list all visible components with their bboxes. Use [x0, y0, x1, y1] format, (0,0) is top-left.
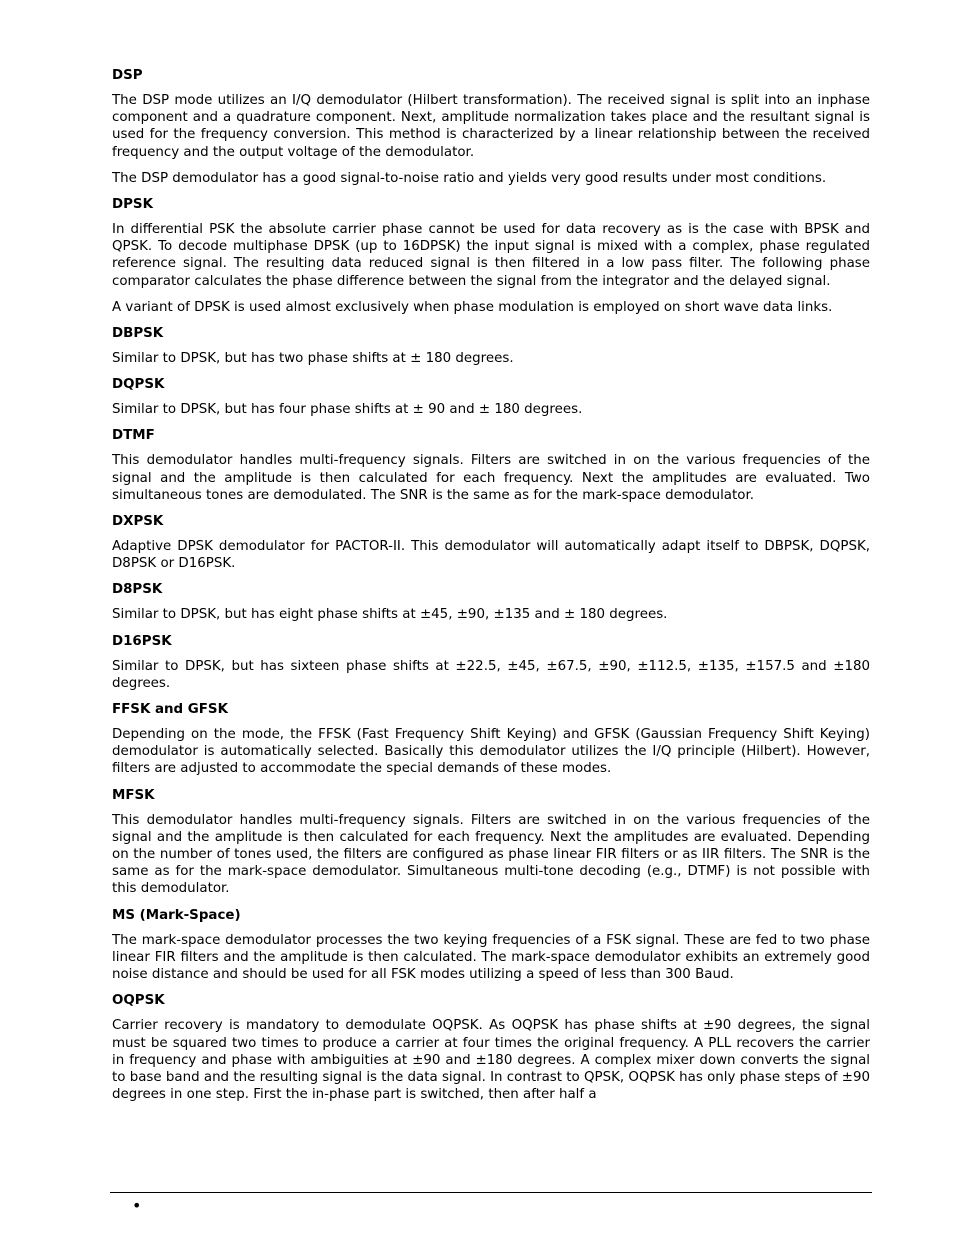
section-oqpsk — [112, 992, 870, 1103]
section-heading: DTMF — [112, 428, 155, 444]
paragraph: In differential PSK the absolute carrier phase cannot be used for data recovery as is the case with BPSK and QPSK. To decode multiphase DPSK (up to 16DPSK) the input signal is mixed with a complex, phase regulated reference signal. The resulting data reduced signal is then filtered in a low pass filter. The following phase comparator calculates the phase difference between the signal from the integrator and the delayed signal. — [112, 222, 870, 289]
paragraph: This demodulator handles multi-frequency signals. Filters are switched in on the various frequencies of the signal and the amplitude is then calculated for each frequency. Next the amplitudes are evaluated. Two simultaneous tones are demodulated. The SNR is the same as for the mark-space demodulator. — [112, 453, 870, 503]
paragraph: A variant of DPSK is used almost exclusively when phase modulation is employed on short wave data links. — [112, 299, 833, 315]
section-heading: D16PSK — [112, 633, 172, 649]
paragraph: Depending on the mode, the FFSK (Fast Frequency Shift Keying) and GFSK (Gaussian Frequency Shift Keying) demodulator is automatically selected. Basically this demodulator utilizes the I/Q principle (Hilbert). However, filters are adjusted to accommodate the special demands of these modes. — [112, 727, 870, 777]
section-dxpsk — [112, 513, 870, 572]
section-heading: MFSK — [112, 787, 155, 803]
section-heading: FFSK and GFSK — [112, 702, 228, 718]
section-heading: DQPSK — [112, 377, 165, 393]
paragraph: Similar to DPSK, but has two phase shifts at ± 180 degrees. — [112, 351, 514, 367]
section-dqpsk — [112, 376, 870, 418]
footer-bullet: • — [132, 1196, 142, 1215]
section-ffsk-gfsk — [112, 701, 870, 778]
paragraph: Carrier recovery is mandatory to demodulate OQPSK. As OQPSK has phase shifts at ±90 degrees, the signal must be squared two times to produce a carrier at four times the original frequency. A PLL recovers the carrier in frequency and phase with ambiguities at ±90 and ±180 degrees. A complex mixer down converts the signal to base band and the resulting signal is the data signal. In contrast to QPSK, OQPSK has only phase steps of ±90 degrees in one step. First the in-phase part is switched, then after half a — [112, 1018, 870, 1103]
section-heading: DPSK — [112, 197, 153, 213]
paragraph: Similar to DPSK, but has sixteen phase shifts at ±22.5, ±45, ±67.5, ±90, ±112.5, ±135, ±157.5 and ±180 degrees. — [112, 658, 870, 691]
section-mfsk — [112, 787, 870, 898]
section-heading: DBPSK — [112, 326, 164, 342]
section-heading: DXPSK — [112, 514, 164, 530]
paragraph: Similar to DPSK, but has eight phase shifts at ±45, ±90, ±135 and ± 180 degrees. — [112, 607, 668, 623]
paragraph: Adaptive DPSK demodulator for PACTOR-II. This demodulator will automatically adapt itself to DBPSK, DQPSK, D8PSK or D16PSK. — [112, 539, 870, 572]
paragraph: The DSP mode utilizes an I/Q demodulator (Hilbert transformation). The received signal is split into an inphase component and a quadrature component. Next, amplitude normalization takes place and the resultant signal is used for the frequency conversion. This method is characterized by a linear relationship between the received frequency and the output voltage of the demodulator. — [112, 93, 870, 160]
section-dsp — [112, 67, 870, 187]
section-heading: DSP — [112, 68, 143, 83]
footer-divider — [110, 1192, 872, 1193]
section-dtmf — [112, 427, 870, 504]
section-heading: MS (Mark-Space) — [112, 907, 241, 923]
paragraph: The mark-space demodulator processes the two keying frequencies of a FSK signal. These are fed to two phase linear FIR filters and the amplitude is then calculated. The mark-space demodulator exhibits an extremely good noise distance and should be used for all FSK modes utilizing a speed of less than 300 Baud. — [112, 932, 870, 983]
paragraph: Similar to DPSK, but has four phase shifts at ± 90 and ± 180 degrees. — [112, 402, 583, 418]
section-dpsk — [112, 196, 870, 316]
section-mark-space — [112, 907, 870, 984]
section-d16psk — [112, 633, 870, 692]
section-dbpsk — [112, 325, 870, 367]
document-body — [112, 62, 870, 1112]
section-heading: D8PSK — [112, 582, 163, 598]
paragraph: The DSP demodulator has a good signal-to-noise ratio and yields very good results under most conditions. — [112, 170, 827, 186]
paragraph: This demodulator handles multi-frequency signals. Filters are switched in on the various frequencies of the signal and the amplitude is then calculated for each frequency. Next the amplitudes are evaluated. Depending on the number of tones used, the filters are configured as phase linear FIR filters or as IIR filters. The SNR is the same as for the mark-space demodulator. Simultaneous multi-tone decoding (e.g., DTMF) is not possible with this demodulator. — [112, 812, 870, 897]
section-heading: OQPSK — [112, 993, 165, 1009]
section-d8psk — [112, 581, 870, 623]
